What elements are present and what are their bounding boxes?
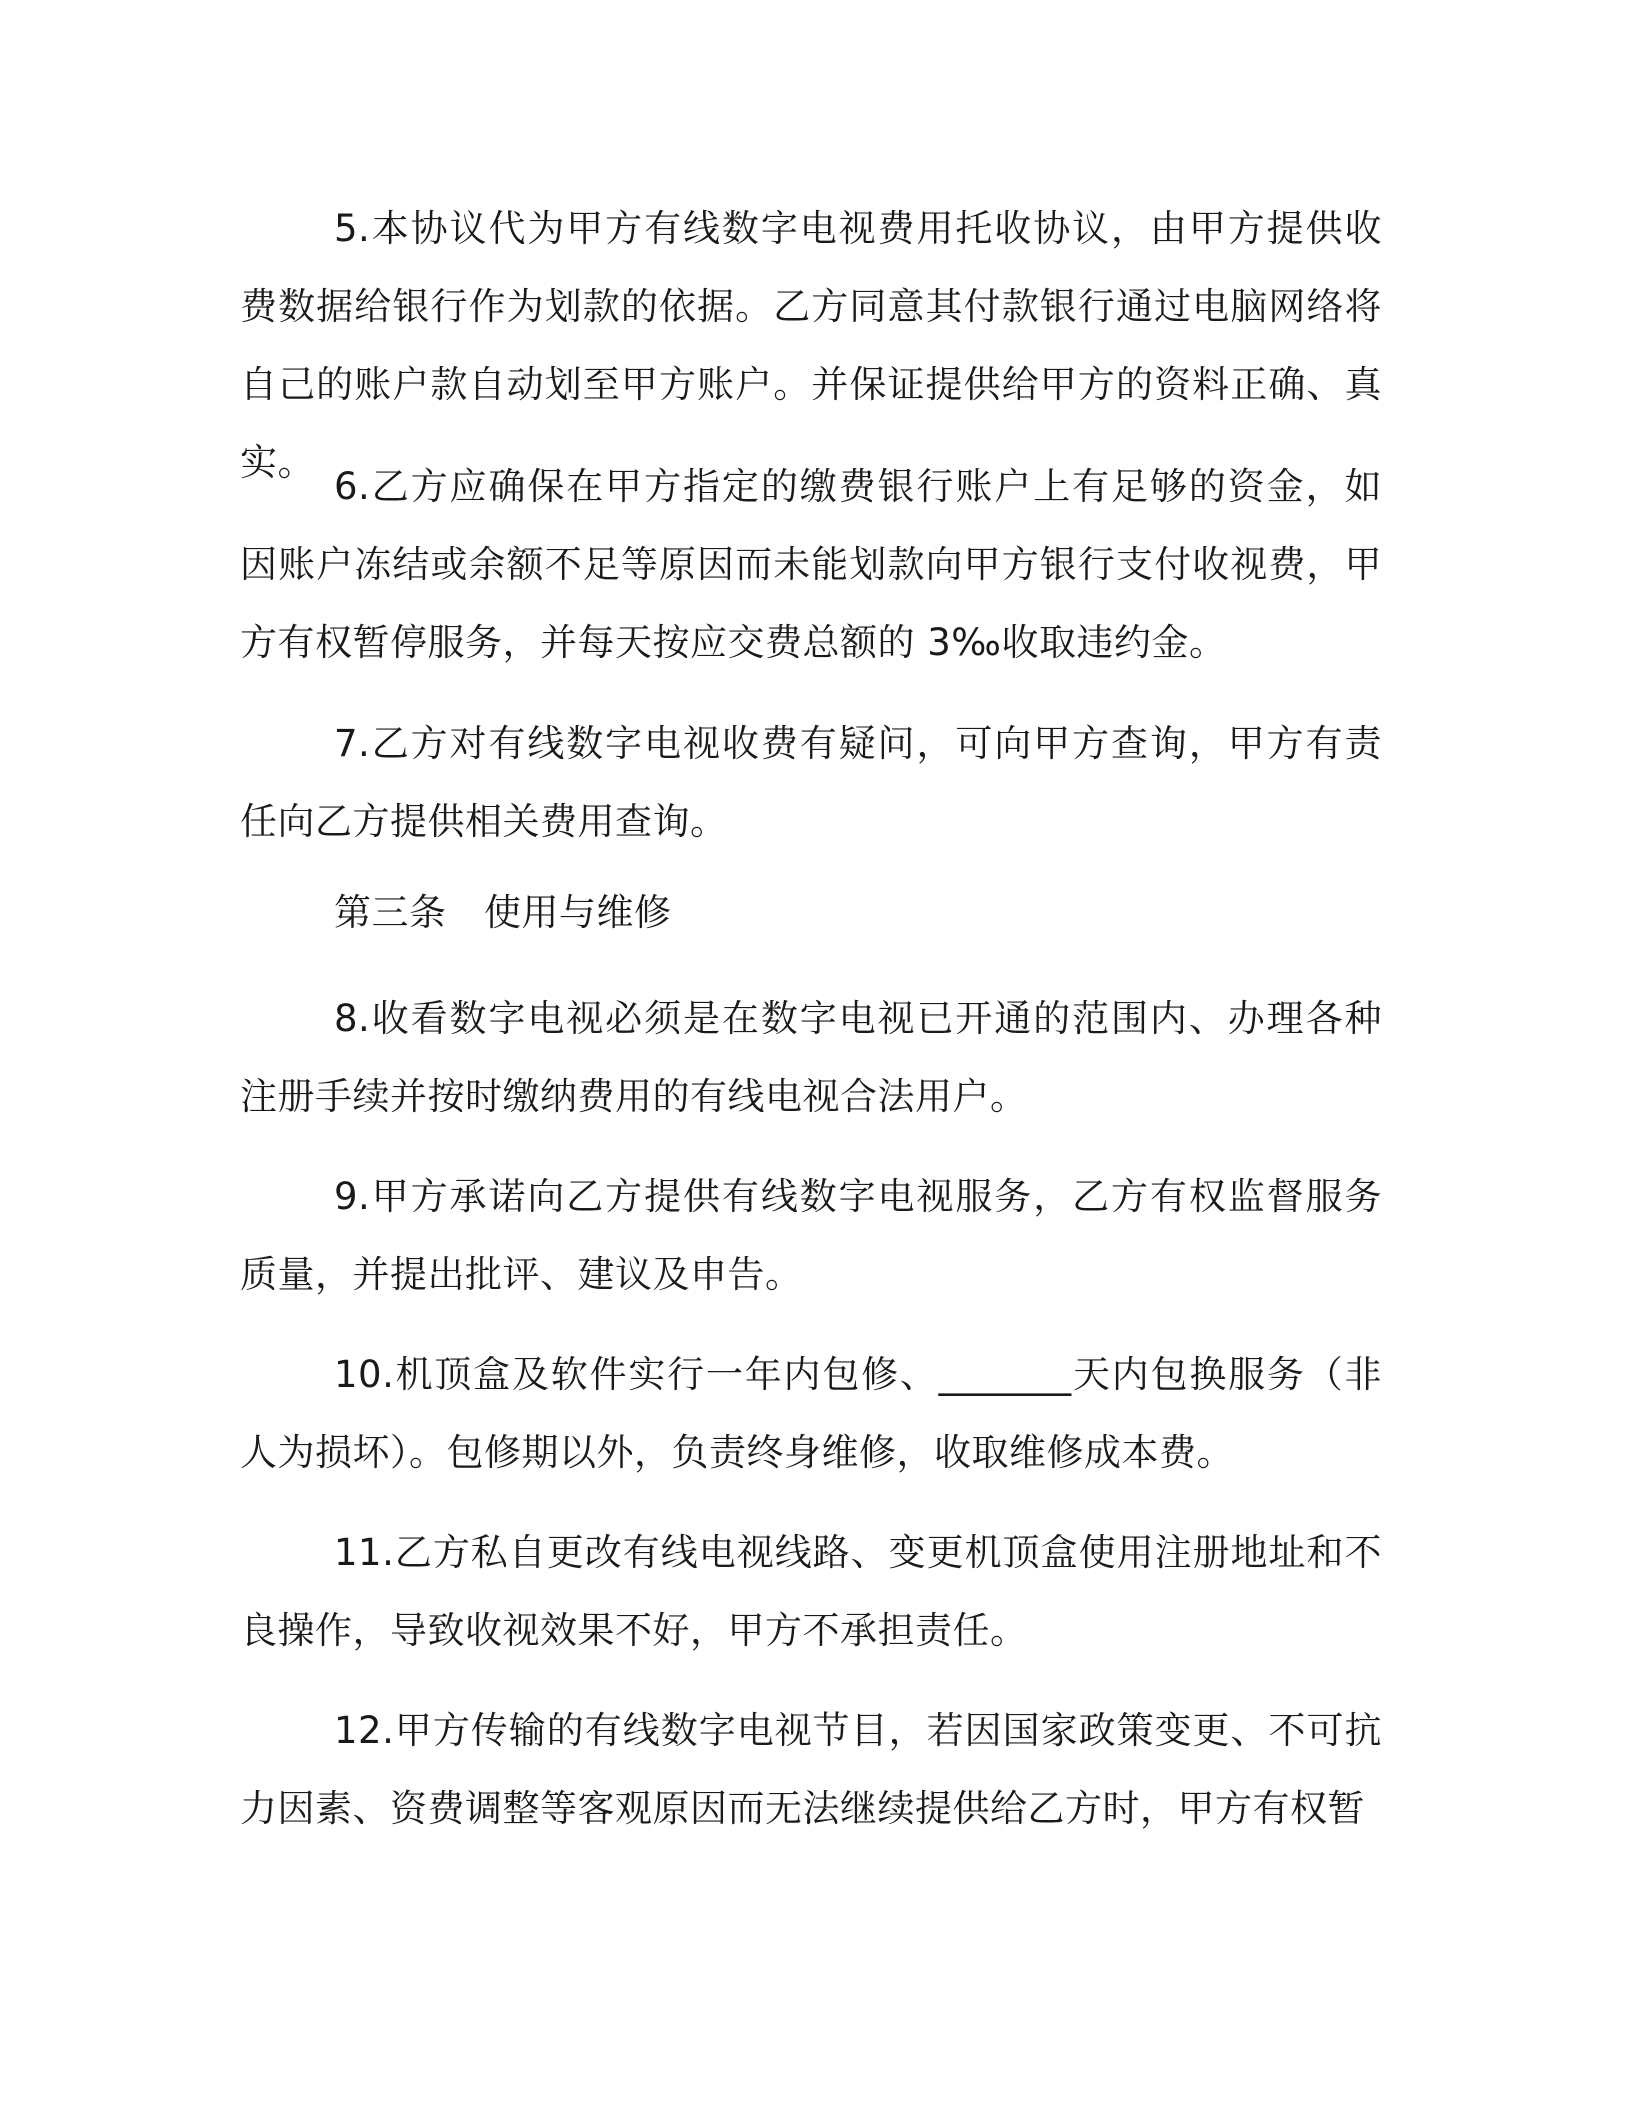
clause-6-block [240, 448, 1382, 682]
clause-10-block [240, 1336, 1382, 1492]
clause-7-block [240, 705, 1382, 861]
clause-7-paragraph: 7.乙方对有线数字电视收费有疑问，可向甲方查询，甲方有责任向乙方提供相关费用查询。 [240, 722, 1382, 843]
clause-11-paragraph: 11.乙方私自更改有线电视线路、变更机顶盒使用注册地址和不良操作，导致收视效果不好，甲方不承担责任。 [240, 1531, 1382, 1652]
clause-9-paragraph: 9.甲方承诺向乙方提供有线数字电视服务，乙方有权监督服务质量，并提出批评、建议及申告。 [240, 1175, 1382, 1296]
clause-8-block [240, 980, 1382, 1136]
clause-8-paragraph: 8.收看数字电视必须是在数字电视已开通的范围内、办理各种注册手续并按时缴纳费用的有线电视合法用户。 [240, 997, 1382, 1118]
clause-10-paragraph: 10.机顶盒及软件实行一年内包修、_______天内包换服务（非人为损坏）。包修期以外，负责终身维修，收取维修成本费。 [240, 1353, 1382, 1474]
article-3-block [240, 874, 1382, 952]
clause-9-block [240, 1158, 1382, 1314]
clause-12-paragraph: 12.甲方传输的有线数字电视节目，若因国家政策变更、不可抗力因素、资费调整等客观原因而无法继续提供给乙方时，甲方有权暂 [240, 1709, 1382, 1830]
clause-12-block [240, 1692, 1382, 1848]
clause-6-paragraph: 6.乙方应确保在甲方指定的缴费银行账户上有足够的资金，如因账户冻结或余额不足等原因而未能划款向甲方银行支付收视费，甲方有权暂停服务，并每天按应交费总额的 3‰收取违约金。 [240, 465, 1382, 664]
clause-5-paragraph: 5.本协议代为甲方有线数字电视费用托收协议，由甲方提供收费数据给银行作为划款的依据。乙方同意其付款银行通过电脑网络将自己的账户款自动划至甲方账户。并保证提供给甲方的资料正确、真实。 [240, 207, 1382, 484]
clause-11-block [240, 1514, 1382, 1670]
article-3-heading: 第三条 使用与维修 [334, 891, 672, 934]
